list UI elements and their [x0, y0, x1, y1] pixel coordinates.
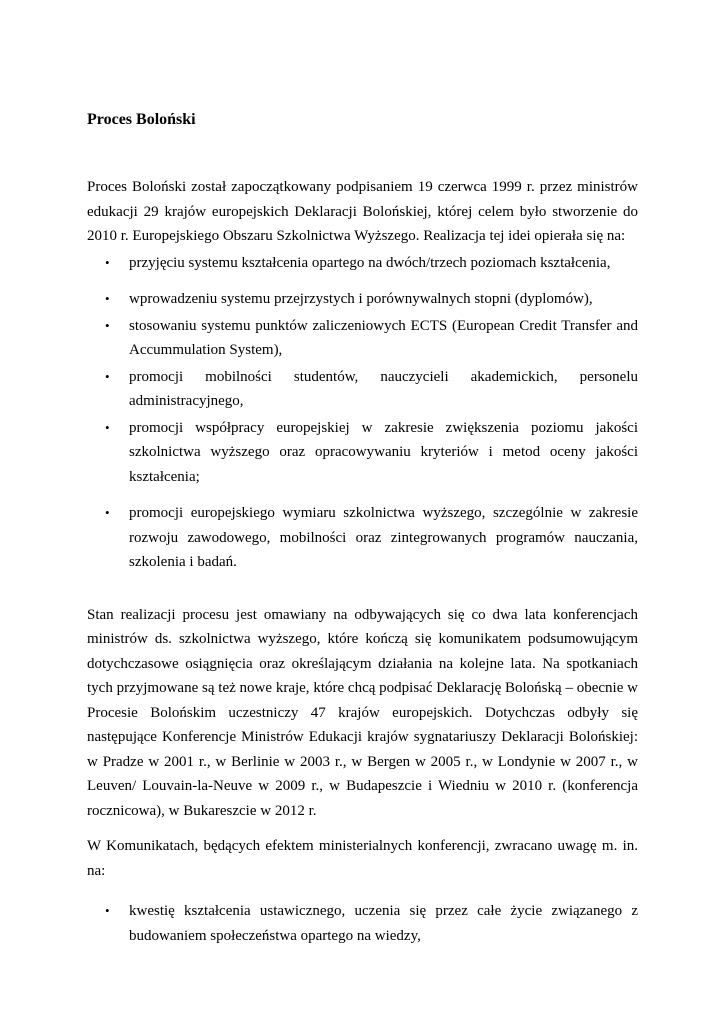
document-page: [87, 110, 638, 948]
list-item-text: kwestię kształcenia ustawicznego, uczenia się przez całe życie związanego z budowaniem społeczeństwa opartego na wiedzy,: [129, 903, 638, 944]
list-item-text: stosowaniu systemu punktów zaliczeniowych ECTS (European Credit Transfer and Accummulation System),: [129, 317, 638, 358]
list-item-text: promocji współpracy europejskiej w zakresie zwiększenia poziomu jakości szkolnictwa wyższego oraz opracowywaniu kryteriów i metod oceny jakości kształcenia;: [129, 419, 638, 485]
bullet-icon: •: [105, 317, 110, 333]
bullet-icon: •: [105, 254, 110, 270]
list-item-text: wprowadzeniu systemu przejrzystych i porównywalnych stopni (dyplomów),: [129, 291, 593, 307]
bullet-icon: •: [105, 419, 110, 435]
conferences-paragraph: Stan realizacji procesu jest omawiany na odbywających się co dwa lata konferencjach ministrów ds. szkolnictwa wyższego, które kończą się komunikatem podsumowującym dotychczasowe osiągnięcia oraz określającym działania na kolejne lata. Na spotkaniach tych przyjmowane są też nowe kraje, które chcą podpisać Deklarację Bolońską – obecnie w Procesie Bolońskim uczestniczy 47 krajów europejskich. Dotychczas odbyły się następujące Konferencje Ministrów Edukacji krajów sygnatariuszy Deklaracji Bolońskiej: w Pradze w 2001 r., w Berlinie w 2003 r., w Bergen w 2005 r., w Londynie w 2007 r., w Leuven/ Louvain-la-Neuve w 2009 r., w Budapeszcie i Wiedniu w 2010 r. (konferencja rocznicowa), w Bukareszcie w 2012 r.: [87, 606, 638, 819]
list-item: [87, 287, 638, 312]
list-item: [87, 365, 638, 414]
list-item-text: promocji europejskiego wymiaru szkolnictwa wyższego, szczególnie w zakresie rozwoju zawodowego, mobilności oraz zintegrowanych programów nauczania, szkolenia i badań.: [129, 505, 638, 570]
communiques-list: [87, 899, 638, 948]
list-item: [87, 314, 638, 363]
bullet-icon: •: [105, 903, 110, 918]
list-item: [87, 899, 638, 948]
communiques-paragraph: W Komunikatach, będących efektem ministerialnych konferencji, zwracano uwagę m. in. na:: [87, 838, 638, 879]
page-title: Proces Boloński: [87, 111, 196, 128]
list-item-text: przyjęciu systemu kształcenia opartego na dwóch/trzech poziomach kształcenia,: [129, 254, 611, 271]
list-item: [87, 501, 638, 575]
bullet-icon: •: [105, 291, 110, 306]
list-item: [87, 251, 638, 276]
list-item-text: promocji mobilności studentów, nauczycieli akademickich, personelu administracyjnego,: [129, 368, 638, 409]
bullet-icon: •: [105, 368, 110, 384]
intro-paragraph: Proces Boloński został zapoczątkowany podpisaniem 19 czerwca 1999 r. przez ministrów edukacji 29 krajów europejskich Deklaracji Bolońskiej, której celem było stworzenie do 2010 r. Europejskiego Obszaru Szkolnictwa Wyższego. Realizacja tej idei opierała się na:: [87, 179, 638, 244]
bullet-icon: •: [105, 505, 110, 520]
list-item: [87, 416, 638, 490]
principles-list: [87, 251, 638, 575]
